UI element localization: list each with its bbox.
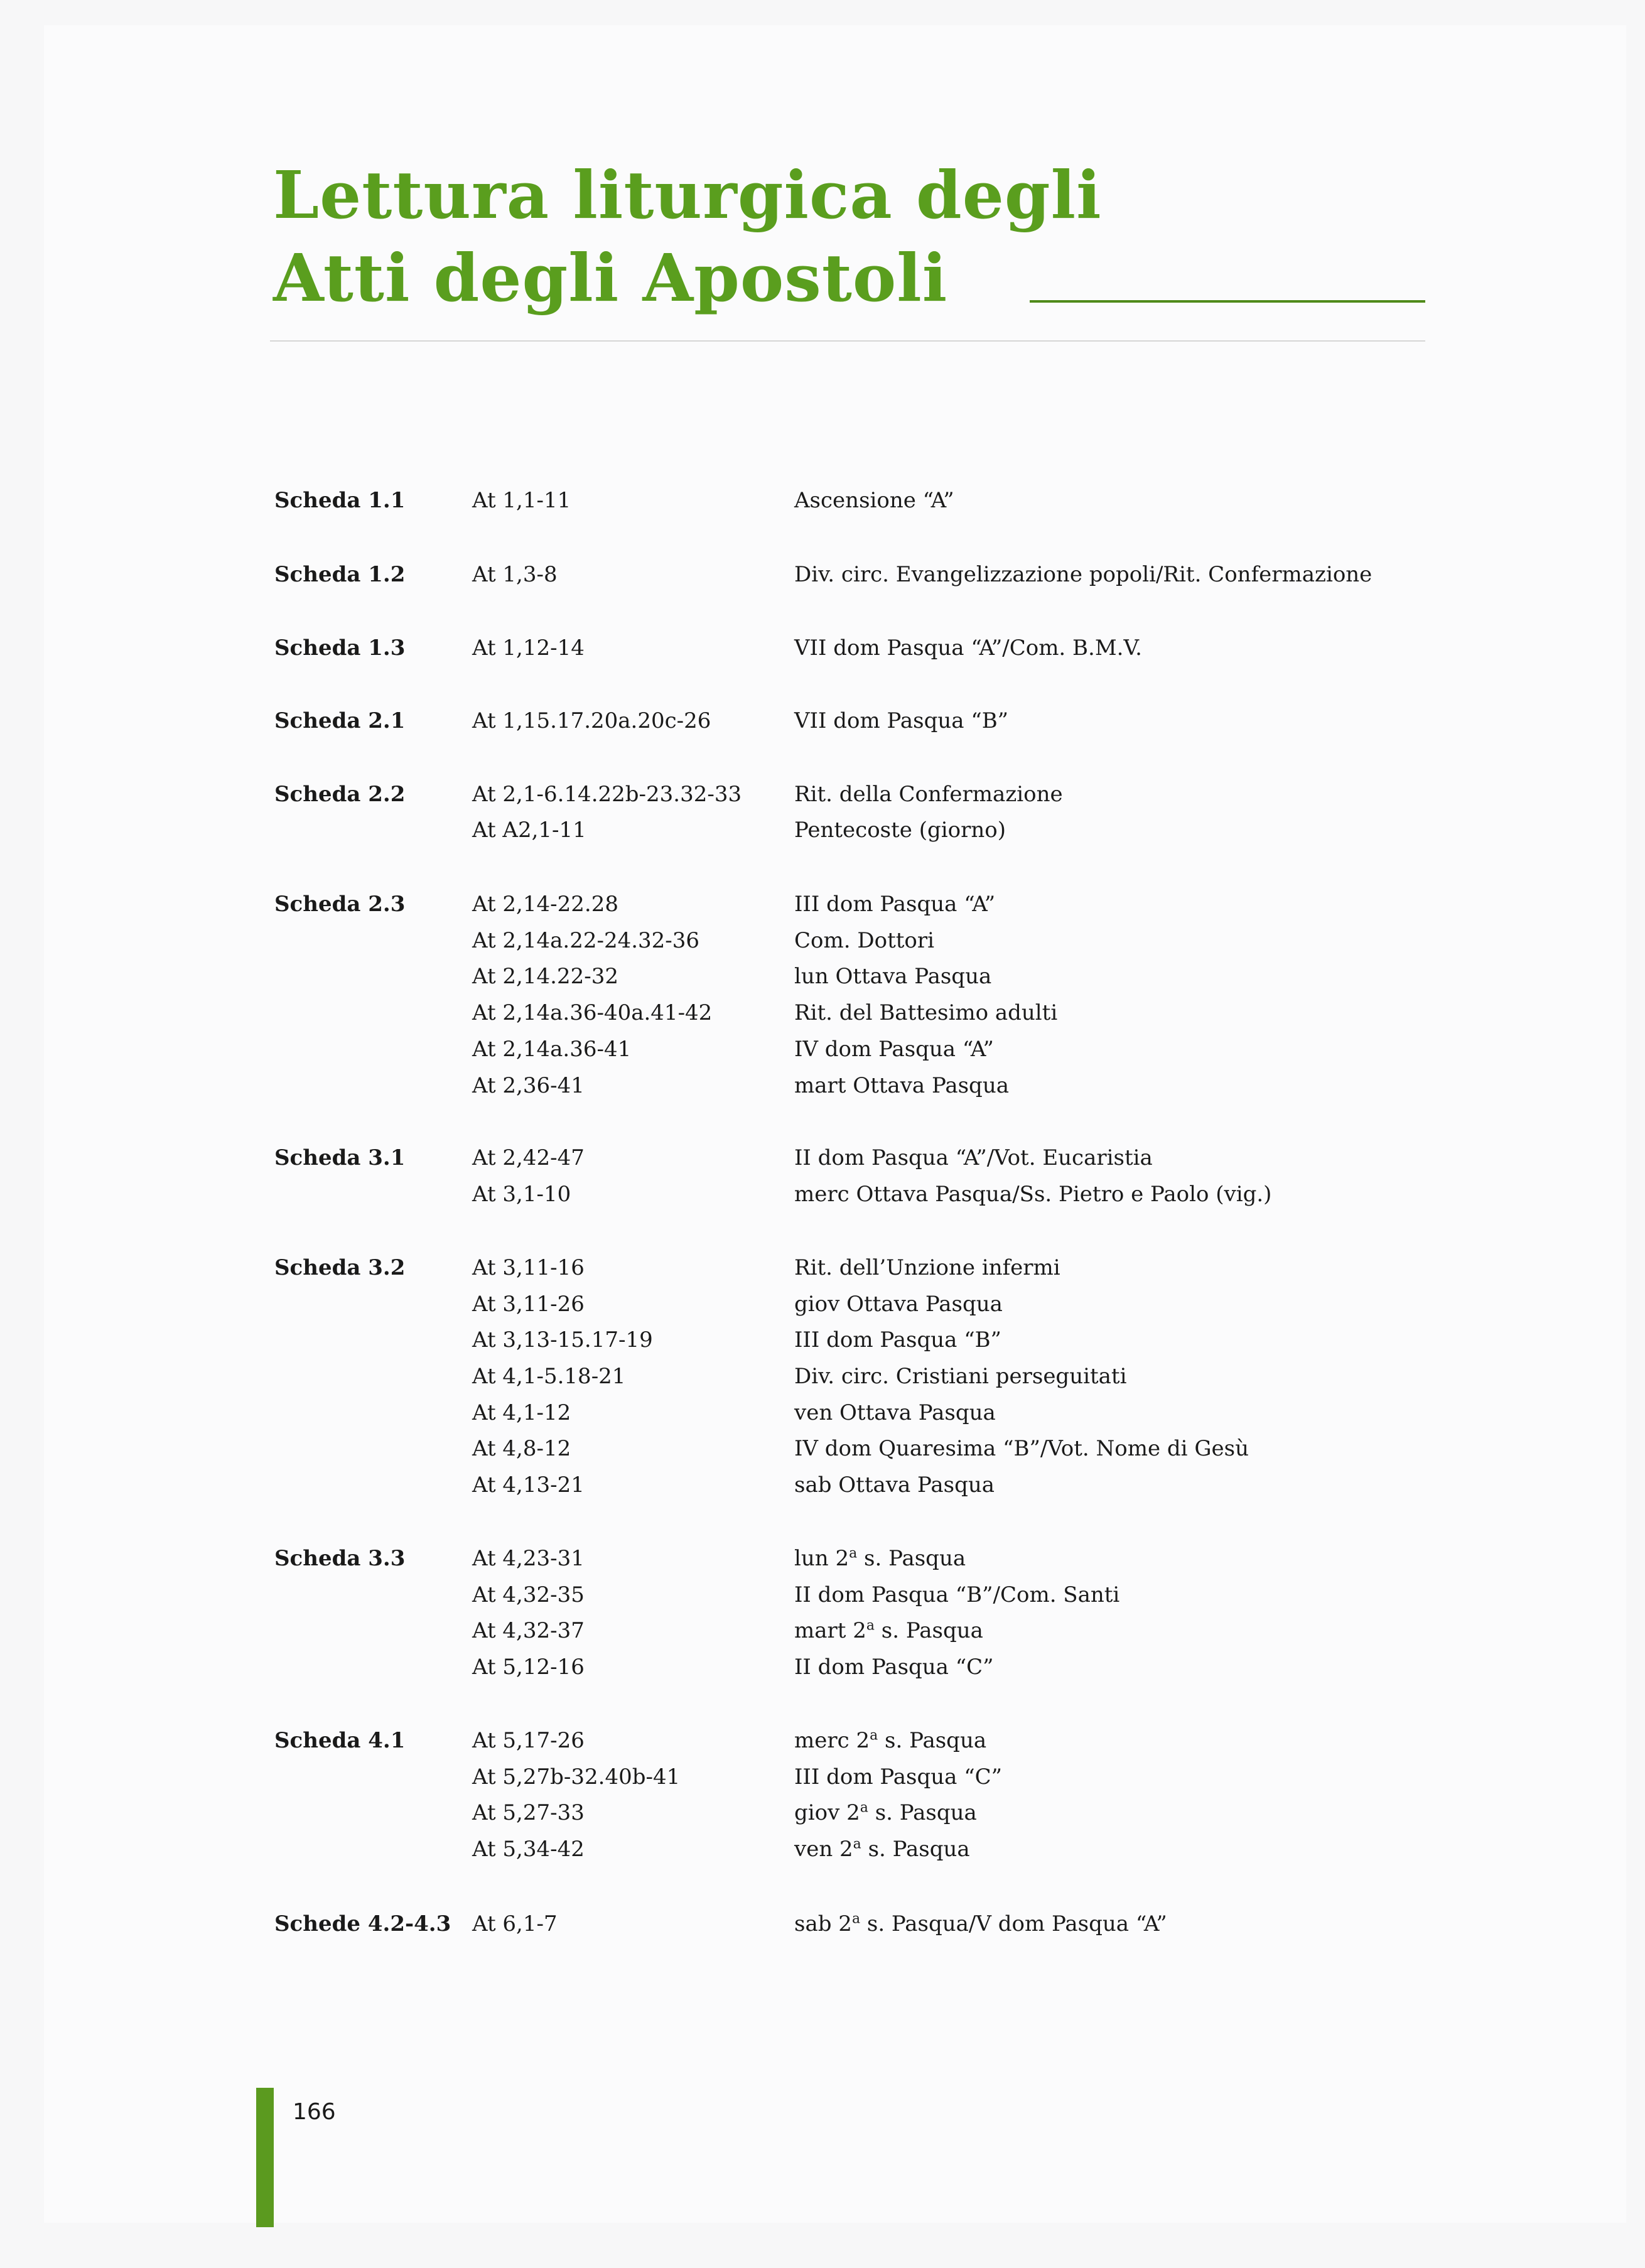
scheda-label: Scheda 3.1 <box>274 1145 406 1170</box>
scheda-label: Scheda 3.3 <box>274 1546 406 1571</box>
reading-row <box>0 1177 1645 1211</box>
reading-row <box>0 1069 1645 1103</box>
reading-row <box>0 777 1645 811</box>
reading-row <box>0 1796 1645 1830</box>
liturgical-occasion: sab Ottava Pasqua <box>794 1472 995 1498</box>
liturgical-occasion: II dom Pasqua “A”/Vot. Eucaristia <box>794 1145 1153 1170</box>
reading-row <box>0 959 1645 993</box>
reading-row <box>0 1578 1645 1612</box>
reading-row <box>0 704 1645 738</box>
liturgical-occasion: Com. Dottori <box>794 928 934 953</box>
scheda-label: Scheda 2.3 <box>274 892 406 917</box>
scripture-reference: At 4,8-12 <box>472 1436 571 1461</box>
scheda-label: Schede 4.2-4.3 <box>274 1911 451 1936</box>
liturgical-occasion: III dom Pasqua “C” <box>794 1764 1002 1790</box>
scripture-reference: At 5,27b-32.40b-41 <box>472 1764 681 1790</box>
liturgical-occasion: II dom Pasqua “B”/Com. Santi <box>794 1582 1120 1607</box>
reading-row <box>0 558 1645 591</box>
page-number: 166 <box>293 2099 336 2125</box>
scheda-label: Scheda 2.2 <box>274 782 406 807</box>
header-divider <box>270 340 1425 342</box>
scheda-label: Scheda 1.2 <box>274 562 406 587</box>
scripture-reference: At 2,14a.22-24.32-36 <box>472 928 700 953</box>
liturgical-occasion: Rit. dell’Unzione infermi <box>794 1255 1060 1280</box>
reading-row <box>0 1323 1645 1357</box>
scripture-reference: At 2,14-22.28 <box>472 892 618 917</box>
reading-row <box>0 1251 1645 1285</box>
reading-row <box>0 1432 1645 1466</box>
scheda-label: Scheda 4.1 <box>274 1728 406 1753</box>
scheda-label: Scheda 3.2 <box>274 1255 406 1280</box>
reading-row <box>0 887 1645 921</box>
scripture-reference: At 1,12-14 <box>472 635 585 661</box>
liturgical-occasion: II dom Pasqua “C” <box>794 1655 994 1680</box>
scripture-reference: At 5,17-26 <box>472 1728 585 1753</box>
liturgical-occasion: Rit. della Confermazione <box>794 782 1063 807</box>
liturgical-occasion: giov Ottava Pasqua <box>794 1292 1003 1317</box>
liturgical-occasion: lun Ottava Pasqua <box>794 964 992 989</box>
scripture-reference: At 4,1-12 <box>472 1400 571 1425</box>
liturgical-occasion: mart Ottava Pasqua <box>794 1073 1009 1098</box>
scripture-reference: At 1,3-8 <box>472 562 558 587</box>
liturgical-occasion: VII dom Pasqua “A”/Com. B.M.V. <box>794 635 1142 661</box>
title-line-1: Lettura liturgica degli <box>273 156 1102 234</box>
liturgical-occasion: Ascensione “A” <box>794 488 954 513</box>
scripture-reference: At 3,13-15.17-19 <box>472 1327 653 1353</box>
scripture-reference: At 3,11-26 <box>472 1292 585 1317</box>
scripture-reference: At 1,1-11 <box>472 488 571 513</box>
scripture-reference: At 2,1-6.14.22b-23.32-33 <box>472 782 742 807</box>
liturgical-occasion: merc 2$^a$ s. Pasqua <box>794 1727 987 1753</box>
reading-row <box>0 1907 1645 1941</box>
reading-row <box>0 1542 1645 1575</box>
liturgical-occasion: IV dom Pasqua “A” <box>794 1037 994 1062</box>
scripture-reference: At 6,1-7 <box>472 1911 558 1936</box>
scheda-label: Scheda 1.3 <box>274 635 406 661</box>
scripture-reference: At 5,34-42 <box>472 1837 585 1862</box>
liturgical-occasion: VII dom Pasqua “B” <box>794 708 1009 733</box>
liturgical-occasion: sab 2$^a$ s. Pasqua/V dom Pasqua “A” <box>794 1911 1167 1936</box>
scripture-reference: At 2,14a.36-40a.41-42 <box>472 1000 713 1025</box>
reading-row <box>0 1650 1645 1684</box>
reading-row <box>0 1396 1645 1430</box>
liturgical-occasion: III dom Pasqua “B” <box>794 1327 1001 1353</box>
reading-row <box>0 1760 1645 1794</box>
scripture-reference: At A2,1-11 <box>472 818 586 843</box>
scripture-reference: At 4,32-35 <box>472 1582 585 1607</box>
scripture-reference: At 5,27-33 <box>472 1800 585 1825</box>
scripture-reference: At 2,42-47 <box>472 1145 585 1170</box>
page-title <box>273 154 1102 320</box>
liturgical-occasion: Div. circ. Cristiani perseguitati <box>794 1364 1127 1389</box>
liturgical-occasion: lun 2$^a$ s. Pasqua <box>794 1545 966 1571</box>
liturgical-occasion: ven 2$^a$ s. Pasqua <box>794 1836 970 1862</box>
title-underline <box>1030 300 1425 303</box>
reading-row <box>0 1287 1645 1321</box>
reading-row <box>0 1832 1645 1866</box>
liturgical-occasion: Pentecoste (giorno) <box>794 818 1006 843</box>
scheda-label: Scheda 1.1 <box>274 488 406 513</box>
scripture-reference: At 4,1-5.18-21 <box>472 1364 626 1389</box>
reading-row <box>0 996 1645 1030</box>
reading-row <box>0 1468 1645 1502</box>
scripture-reference: At 3,11-16 <box>472 1255 585 1280</box>
page-sheet <box>44 25 1626 2223</box>
scheda-label: Scheda 2.1 <box>274 708 406 733</box>
scripture-reference: At 4,23-31 <box>472 1546 585 1571</box>
reading-row <box>0 631 1645 665</box>
scripture-reference: At 3,1-10 <box>472 1182 571 1207</box>
reading-row <box>0 1032 1645 1066</box>
liturgical-occasion: merc Ottava Pasqua/Ss. Pietro e Paolo (vig.) <box>794 1182 1272 1207</box>
scripture-reference: At 4,13-21 <box>472 1472 585 1498</box>
scripture-reference: At 2,14.22-32 <box>472 964 618 989</box>
liturgical-occasion: ven Ottava Pasqua <box>794 1400 996 1425</box>
liturgical-occasion: IV dom Quaresima “B”/Vot. Nome di Gesù <box>794 1436 1249 1461</box>
reading-row <box>0 1359 1645 1393</box>
liturgical-occasion: Rit. del Battesimo adulti <box>794 1000 1058 1025</box>
scripture-reference: At 2,14a.36-41 <box>472 1037 632 1062</box>
liturgical-occasion: III dom Pasqua “A” <box>794 892 996 917</box>
reading-row <box>0 1614 1645 1648</box>
scripture-reference: At 4,32-37 <box>472 1618 585 1643</box>
liturgical-occasion: mart 2$^a$ s. Pasqua <box>794 1617 983 1643</box>
reading-row <box>0 483 1645 517</box>
title-line-2: Atti degli Apostoli <box>273 239 948 316</box>
scripture-reference: At 1,15.17.20a.20c-26 <box>472 708 711 733</box>
page-accent-bar <box>256 2088 274 2227</box>
reading-row <box>0 813 1645 847</box>
scripture-reference: At 5,12-16 <box>472 1655 585 1680</box>
liturgical-occasion: Div. circ. Evangelizzazione popoli/Rit. Confermazione <box>794 562 1373 587</box>
reading-row <box>0 1724 1645 1758</box>
liturgical-occasion: giov 2$^a$ s. Pasqua <box>794 1800 977 1825</box>
reading-row <box>0 924 1645 958</box>
reading-row <box>0 1141 1645 1175</box>
scripture-reference: At 2,36-41 <box>472 1073 585 1098</box>
